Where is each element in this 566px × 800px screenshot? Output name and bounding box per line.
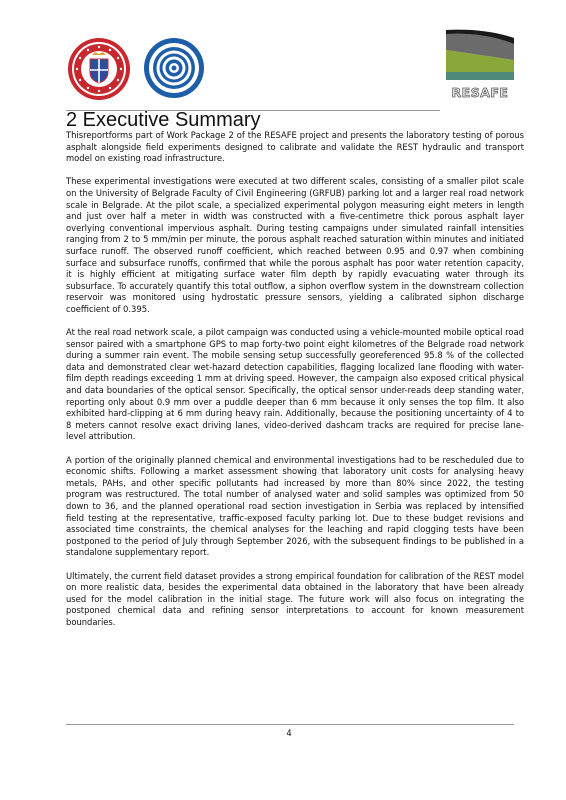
resafe-logo-icon xyxy=(444,28,516,104)
paragraph-intro: Thisreportforms part of Work Package 2 of the RESAFE project and presents the laboratory testing of porous asphalt alongside field experiments designed to calibrate and validate the REST hydraulic and transport model on existing road infrastructure. xyxy=(66,130,524,164)
footer-rule xyxy=(66,724,514,725)
section-title: 2 Executive Summary xyxy=(66,109,261,131)
paragraph-chemical-analysis: A portion of the originally planned chemical and environmental investigations had to be rescheduled due to economic shifts. Following a market assessment showing that laboratory unit costs for analysing heavy metals, PAHs, and other specific pollutants had increased by more than 80% since 2022, the testing program was restructured. The total number of analysed water and solid samples was optimized from 50 down to 36, and the planned operational road section investigation in Serbia was replaced by intensified field testing at the representative, traffic-exposed faculty parking lot. Due to these budget revisions and associated time constraints, the chemical analyses for the leaching and rapid clogging tests have been postponed to the period of July through September 2026, with the subsequent findings to be published in a standalone supplementary report. xyxy=(66,454,524,558)
paragraph-road-network: At the real road network scale, a pilot campaign was conducted using a vehicle-mounted mobile optical road sensor paired with a smartphone GPS to map forty-two point eight kilometres of the Belgrade road network during a summer rain event. The mobile sensing setup successfully georeferenced 95.8 % of the collected data and demonstrated clear wet-hazard detection capabilities, flagging localized lane flooding with water-film depth readings exceeding 1 mm at driving speed. However, the campaign also exposed critical physical and data boundaries of the optical sensor. Specifically, the optical sensor under-reads deep standing water, reporting only about 0.9 mm over a puddle deeper than 6 mm because it only senses the top film. It also exhibited hard-clipping at 6 mm during heavy rain. Additionally, because the positioning uncertainty of 4 to 8 meters cannot resolve exact driving lanes, video-derived dashcam tracks are required for precise lane-level attribution. xyxy=(66,327,524,442)
blue-circle-logo-icon xyxy=(142,36,206,100)
page-number: 4 xyxy=(286,728,292,738)
resafe-logo-text: RESAFE xyxy=(451,85,509,100)
university-seal-icon xyxy=(66,36,132,102)
section-body xyxy=(66,130,524,640)
paragraph-conclusion: Ultimately, the current field dataset provides a strong empirical foundation for calibration of the REST model on more realistic data, besides the experimental data obtained in the laboratory that have been already used for the model calibration in the initial stage. The future work will also focus on integrating the postponed chemical data and refining sensor interpretations to account for known measurement boundaries. xyxy=(66,570,524,627)
paragraph-pilot-scale: These experimental investigations were executed at two different scales, consisting of a smaller pilot scale on the University of Belgrade Faculty of Civil Engineering (GRFUB) parking lot and a larger real road network scale in Belgrade. At the pilot scale, a specialized experimental polygon measuring eight meters in length and just over half a meter in width was constructed with a five-centimetre thick porous asphalt layer overlying conventional impervious asphalt. During testing campaigns under simulated rainfall intensities ranging from 2 to 5 mm/min per minute, the porous asphalt reached saturation within minutes and initiated surface runoff. The observed runoff coefficient, which reached between 0.95 and 0.97 when combining surface and subsurface runoffs, confirmed that while the porous asphalt has poor water retention capacity, it is highly efficient at mitigating surface water film depth by rapidly evacuating water through its subsurface. To accurately quantify this total outflow, a siphon overflow system in the downstream collection reservoir was monitored using hydrostatic pressure sensors, yielding a calibrated siphon discharge coefficient of 0.395. xyxy=(66,176,524,314)
